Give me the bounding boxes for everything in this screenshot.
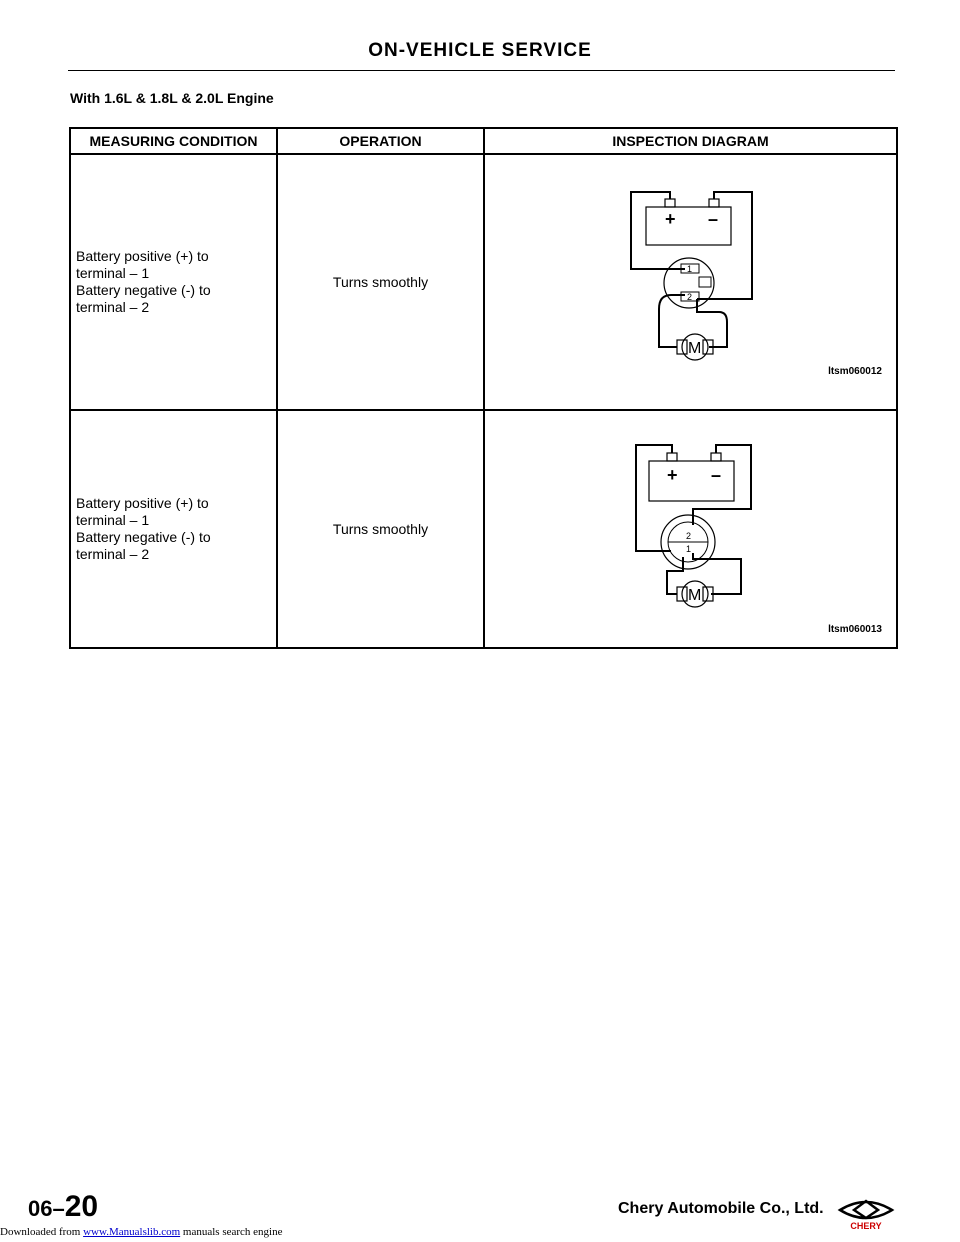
logo-text: CHERY [850, 1221, 882, 1231]
positive-wire [631, 192, 685, 269]
download-notice [0, 1226, 282, 1238]
condition-line: terminal – 1 [76, 512, 150, 528]
condition-line: Battery negative (-) to [76, 282, 211, 298]
battery-minus-label: – [710, 465, 721, 485]
switch-tab [699, 277, 711, 287]
column-header-condition: MEASURING CONDITION [70, 128, 277, 154]
battery-terminal-positive [665, 199, 675, 207]
battery-plus-label: + [666, 465, 678, 485]
column-header-diagram: INSPECTION DIAGRAM [484, 128, 897, 154]
battery [649, 461, 734, 501]
condition-line: terminal – 2 [76, 546, 150, 562]
manualslib-link[interactable]: www.Manualslib.com [83, 1226, 181, 1238]
inspection-table [69, 127, 898, 649]
page-prefix: 06– [28, 1196, 65, 1221]
wiring-diagram-1 [601, 187, 781, 377]
terminal-label-top: 2 [685, 531, 691, 541]
download-prefix: Downloaded from [0, 1226, 81, 1238]
motor-wire-left [659, 295, 685, 347]
header-divider [68, 70, 895, 71]
company-name: Chery Automobile Co., Ltd. [618, 1200, 824, 1217]
terminal-label-bottom: 2 [686, 292, 692, 302]
motor-wire-left [667, 557, 683, 594]
battery-terminal-negative [709, 199, 719, 207]
operation-cell: Turns smoothly [277, 410, 484, 648]
inspection-diagram-cell [484, 154, 897, 410]
condition-line: Battery positive (+) to [76, 248, 209, 264]
measuring-condition-cell [70, 154, 277, 410]
download-suffix: manuals search engine [180, 1226, 283, 1238]
terminal-label-bottom: 1 [685, 544, 691, 554]
chery-logo [836, 1196, 896, 1232]
section-title: ON-VEHICLE SERVICE [368, 40, 592, 61]
battery-terminal-positive [667, 453, 677, 461]
operation-cell: Turns smoothly [277, 154, 484, 410]
wiring-diagram-2 [601, 439, 781, 619]
battery-minus-label: – [707, 209, 718, 229]
terminal-label-top: 1 [686, 264, 692, 274]
table-header-row [70, 128, 897, 154]
battery [646, 207, 731, 245]
page-number-value: 20 [64, 1190, 99, 1223]
logo-emblem [840, 1201, 892, 1218]
condition-line: terminal – 1 [76, 265, 150, 281]
figure-code: ltsm060012 [828, 366, 882, 377]
negative-wire [693, 445, 751, 525]
motor-label: M [687, 340, 701, 357]
condition-line: terminal – 2 [76, 299, 150, 315]
table-row [70, 410, 897, 648]
battery-plus-label: + [664, 209, 676, 229]
battery-terminal-negative [711, 453, 721, 461]
page-number [28, 1190, 98, 1224]
motor-label: M [687, 587, 701, 604]
figure-code: ltsm060013 [828, 624, 882, 635]
condition-line: Battery positive (+) to [76, 495, 209, 511]
column-header-operation: OPERATION [277, 128, 484, 154]
inspection-diagram-cell [484, 410, 897, 648]
condition-line: Battery negative (-) to [76, 529, 211, 545]
engine-subtitle: With 1.6L & 1.8L & 2.0L Engine [70, 90, 274, 106]
table-row [70, 154, 897, 410]
measuring-condition-cell [70, 410, 277, 648]
